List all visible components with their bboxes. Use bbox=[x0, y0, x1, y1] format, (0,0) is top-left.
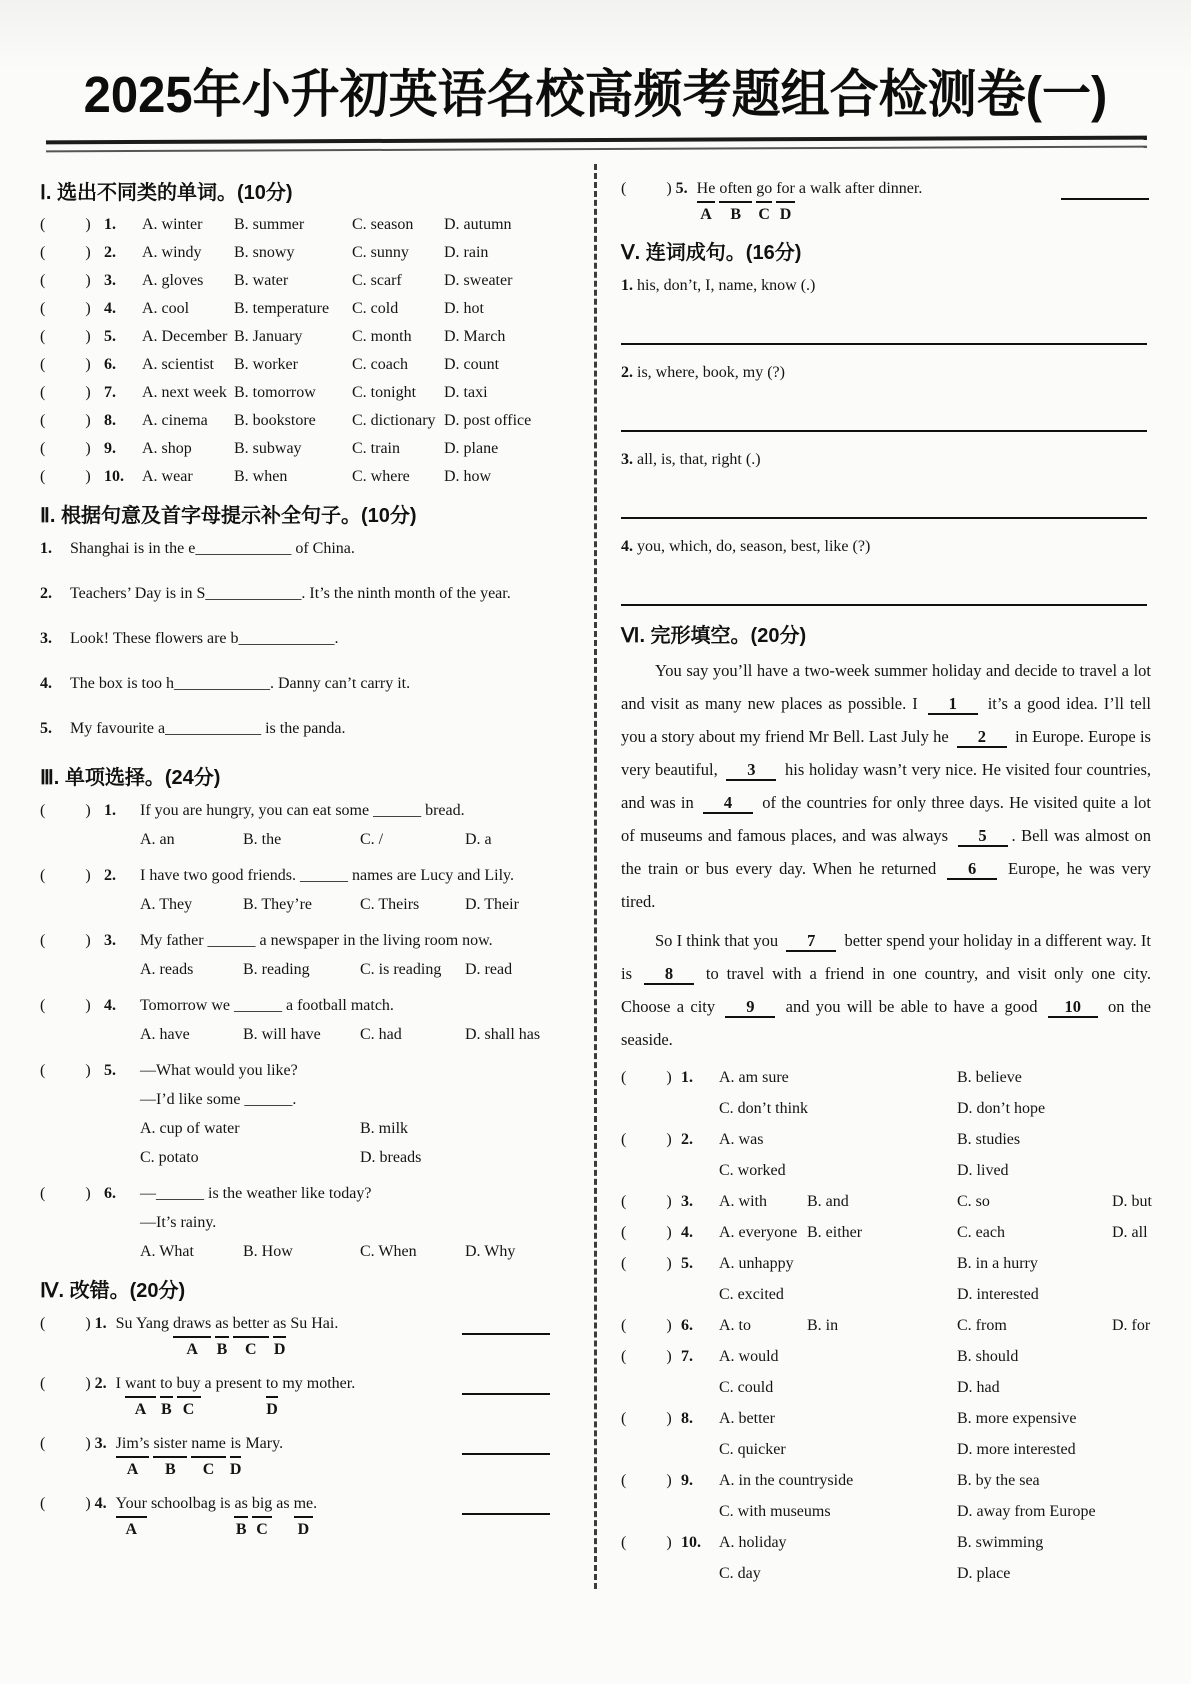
option-c[interactable]: C. season bbox=[352, 216, 414, 233]
answer-bracket[interactable]: ( ) bbox=[40, 328, 91, 345]
option-b[interactable]: B. swimming bbox=[957, 1534, 1044, 1551]
words-to-order: is, where, book, my (?) bbox=[637, 364, 785, 381]
correction-answer-line[interactable] bbox=[1061, 198, 1149, 200]
option-a[interactable]: A. cup of water bbox=[140, 1120, 240, 1137]
option-b[interactable]: B. How bbox=[243, 1243, 293, 1260]
option-c[interactable]: C. don’t think bbox=[719, 1100, 809, 1117]
option-b[interactable]: B. and bbox=[807, 1193, 849, 1210]
answer-bracket[interactable]: ( ) bbox=[621, 1534, 672, 1551]
option-c[interactable]: C. could bbox=[719, 1379, 774, 1396]
option-c[interactable]: C. / bbox=[360, 831, 384, 848]
fill-blank-sentence[interactable]: Teachers’ Day is in S____________. It’s the ninth month of the year. bbox=[70, 585, 511, 602]
option-a[interactable]: A. reads bbox=[140, 961, 194, 978]
option-row bbox=[140, 825, 552, 854]
fill-blank-item bbox=[40, 716, 552, 742]
error-correction-item bbox=[40, 1431, 552, 1481]
cloze-option-item bbox=[621, 1465, 1151, 1527]
title-divider bbox=[46, 136, 1147, 153]
answer-bracket[interactable]: ( ) bbox=[40, 468, 91, 485]
item-number: 3. bbox=[621, 451, 633, 468]
question-text: I have two good friends. ______ names are Lucy and Lily. bbox=[140, 867, 514, 884]
question-row bbox=[40, 861, 552, 890]
option-d[interactable]: D. count bbox=[444, 356, 500, 373]
fill-blank-item bbox=[40, 536, 552, 562]
option-c[interactable]: C. is reading bbox=[360, 961, 442, 978]
option-grid bbox=[719, 1217, 1151, 1248]
option-c[interactable]: C. sunny bbox=[352, 244, 409, 261]
item-number: 6. bbox=[681, 1317, 693, 1334]
answer-bracket[interactable]: ( ) bbox=[621, 1224, 672, 1241]
option-c[interactable]: C. had bbox=[360, 1026, 402, 1043]
option-c[interactable]: C. where bbox=[352, 468, 410, 485]
word-choice-row bbox=[40, 239, 552, 267]
word-choice-row bbox=[40, 407, 552, 435]
item-number: 3. bbox=[40, 630, 52, 647]
fill-blank-item bbox=[40, 581, 552, 607]
option-b[interactable]: B. studies bbox=[957, 1131, 1021, 1148]
fill-blank-sentence[interactable]: The box is too h____________. Danny can’t carry it. bbox=[70, 675, 411, 692]
option-a[interactable]: A. would bbox=[719, 1348, 779, 1365]
option-d[interactable]: D. interested bbox=[957, 1286, 1039, 1303]
answer-bracket[interactable]: ( ) bbox=[621, 180, 672, 197]
option-grid bbox=[719, 1310, 1151, 1341]
option-a[interactable]: A. next week bbox=[142, 384, 227, 401]
item-number: 2. bbox=[681, 1131, 693, 1148]
correction-answer-line[interactable] bbox=[462, 1453, 550, 1455]
section1-heading: Ⅰ. 选出不同类的单词。(10分) bbox=[40, 182, 293, 204]
error-correction-item-5 bbox=[621, 176, 1151, 226]
option-c[interactable]: C. coach bbox=[352, 356, 408, 373]
answer-bracket[interactable]: ( ) bbox=[40, 1185, 91, 1202]
option-d[interactable]: D. away from Europe bbox=[957, 1503, 1096, 1520]
answer-bracket[interactable]: ( ) bbox=[621, 1193, 672, 1210]
question-text: Tomorrow we ______ a football match. bbox=[140, 997, 394, 1014]
option-a[interactable]: A. with bbox=[719, 1193, 767, 1210]
option-b[interactable]: B. worker bbox=[234, 356, 298, 373]
option-c[interactable]: C. so bbox=[957, 1193, 990, 1210]
option-grid bbox=[719, 1124, 1151, 1186]
two-column-layout bbox=[0, 160, 1191, 1589]
item-number: 10. bbox=[104, 468, 124, 485]
cloze-option-item bbox=[621, 1310, 1151, 1341]
item-number: 1. bbox=[681, 1069, 693, 1086]
answer-bracket[interactable]: ( ) bbox=[40, 932, 91, 949]
item-number: 5. bbox=[104, 328, 116, 345]
answer-bracket[interactable]: ( ) bbox=[621, 1069, 672, 1086]
option-grid bbox=[719, 1403, 1151, 1465]
option-a[interactable]: A. wear bbox=[142, 468, 193, 485]
fill-blank-item bbox=[40, 626, 552, 652]
item-number: 2. bbox=[40, 585, 52, 602]
answer-line[interactable] bbox=[621, 430, 1147, 432]
option-b[interactable]: B. tomorrow bbox=[234, 384, 316, 401]
option-d[interactable]: D. sweater bbox=[444, 272, 513, 289]
sentence-ordering-item bbox=[621, 532, 1151, 606]
item-number: 2. bbox=[104, 244, 116, 261]
multiple-choice-item bbox=[40, 1179, 552, 1266]
multiple-choice-item bbox=[40, 1056, 552, 1172]
fill-blank-sentence[interactable]: My favourite a____________ is the panda. bbox=[70, 720, 346, 737]
word-choice-row bbox=[40, 351, 552, 379]
correction-answer-line[interactable] bbox=[462, 1393, 550, 1395]
sentence-ordering-item bbox=[621, 271, 1151, 345]
option-c[interactable]: C. quicker bbox=[719, 1441, 786, 1458]
answer-bracket[interactable]: ( ) bbox=[40, 244, 91, 261]
item-number: 5. bbox=[40, 720, 52, 737]
cloze-paragraph-2: So I think that you 7 better spend your holiday in a different way. It is 8 to travel with a friend in one country, and visit only one city. Choose a city 9 and you will be able to have a good 10 on the seaside. bbox=[621, 931, 1151, 1049]
item-number: 4. bbox=[681, 1224, 693, 1241]
fill-blank-sentence[interactable]: Shanghai is in the e____________ of China. bbox=[70, 540, 355, 557]
option-b[interactable]: B. bookstore bbox=[234, 412, 316, 429]
answer-bracket[interactable]: ( ) bbox=[621, 1410, 672, 1427]
option-b[interactable]: B. They’re bbox=[243, 896, 313, 913]
question-text: —______ is the weather like today? bbox=[140, 1185, 372, 1202]
answer-bracket[interactable]: ( ) bbox=[621, 1348, 672, 1365]
word-list bbox=[621, 445, 1151, 474]
section4-list bbox=[40, 1311, 552, 1541]
option-grid bbox=[719, 1186, 1152, 1217]
item-number: 1. bbox=[621, 277, 633, 294]
cloze-option-item bbox=[621, 1527, 1151, 1589]
word-list bbox=[621, 271, 1151, 300]
words-to-order: you, which, do, season, best, like (?) bbox=[637, 538, 871, 555]
option-b[interactable]: B. more expensive bbox=[957, 1410, 1077, 1427]
option-b[interactable]: B. reading bbox=[243, 961, 310, 978]
option-c[interactable]: C. dictionary bbox=[352, 412, 436, 429]
answer-bracket[interactable]: ( ) bbox=[621, 1317, 672, 1334]
option-grid bbox=[719, 1341, 1151, 1403]
option-d[interactable]: D. how bbox=[444, 468, 492, 485]
option-c[interactable]: C. cold bbox=[352, 300, 399, 317]
option-b[interactable]: B. snowy bbox=[234, 244, 295, 261]
answer-line[interactable] bbox=[621, 517, 1147, 519]
option-a[interactable]: A. cinema bbox=[142, 412, 208, 429]
answer-bracket[interactable]: ( ) bbox=[40, 300, 91, 317]
option-d[interactable]: D. breads bbox=[360, 1149, 422, 1166]
word-choice-row bbox=[40, 323, 552, 351]
word-choice-row bbox=[40, 211, 552, 239]
section3-heading: Ⅲ. 单项选择。(24分) bbox=[40, 767, 221, 789]
option-c[interactable]: C. each bbox=[957, 1224, 1005, 1241]
multiple-choice-item bbox=[40, 991, 552, 1049]
option-a[interactable]: A. What bbox=[140, 1243, 194, 1260]
option-b[interactable]: B. water bbox=[234, 272, 289, 289]
option-d[interactable]: D. don’t hope bbox=[957, 1100, 1046, 1117]
option-a[interactable]: A. scientist bbox=[142, 356, 214, 373]
section6-heading: Ⅵ. 完形填空。(20分) bbox=[621, 625, 807, 647]
option-a[interactable]: A. holiday bbox=[719, 1534, 787, 1551]
option-a[interactable]: A. shop bbox=[142, 440, 192, 457]
item-number: 3. bbox=[681, 1193, 693, 1210]
answer-bracket[interactable]: ( ) bbox=[40, 356, 91, 373]
multiple-choice-item bbox=[40, 926, 552, 984]
cloze-option-item bbox=[621, 1403, 1151, 1465]
item-number: 2. bbox=[104, 867, 116, 884]
sentence-with-underlines: Your A schoolbag is $\frac{as}{B}$ big C as $\frac{me}{D}$ . bbox=[116, 1495, 317, 1512]
option-c[interactable]: C. train bbox=[352, 440, 400, 457]
item-number: 4. bbox=[40, 675, 52, 692]
option-a[interactable]: A. windy bbox=[142, 244, 202, 261]
option-a[interactable]: A. gloves bbox=[142, 272, 204, 289]
option-row bbox=[140, 1020, 552, 1049]
sentence-with-underlines: I want A $\frac{to}{B}$ buy C a present $\frac{to}{D}$ my mother. bbox=[116, 1375, 356, 1392]
section2-list bbox=[40, 536, 552, 742]
option-c[interactable]: C. When bbox=[360, 1243, 417, 1260]
option-a[interactable]: A. cool bbox=[142, 300, 190, 317]
option-c[interactable]: C. tonight bbox=[352, 384, 417, 401]
option-a[interactable]: A. an bbox=[140, 831, 175, 848]
item-number: 1. bbox=[104, 802, 116, 819]
item-number: 6. bbox=[104, 356, 116, 373]
option-b[interactable]: B. in bbox=[807, 1317, 839, 1334]
cloze-option-item bbox=[621, 1341, 1151, 1403]
option-grid bbox=[719, 1527, 1151, 1589]
section3-list bbox=[40, 796, 552, 1266]
item-number: 4. bbox=[94, 1495, 107, 1512]
option-c[interactable]: C. month bbox=[352, 328, 412, 345]
error-correction-item bbox=[40, 1311, 552, 1361]
option-a[interactable]: A. They bbox=[140, 896, 193, 913]
option-b[interactable]: B. when bbox=[234, 468, 288, 485]
option-grid bbox=[719, 1465, 1151, 1527]
option-a[interactable]: A. to bbox=[719, 1317, 751, 1334]
item-number: 1. bbox=[94, 1315, 107, 1332]
word-choice-row bbox=[40, 295, 552, 323]
answer-bracket[interactable]: ( ) bbox=[40, 272, 91, 289]
question-row bbox=[40, 796, 552, 825]
question-text: —What would you like? bbox=[140, 1062, 298, 1079]
item-number: 4. bbox=[104, 997, 116, 1014]
item-number: 1. bbox=[40, 540, 52, 557]
option-c[interactable]: C. potato bbox=[140, 1149, 199, 1166]
item-number: 8. bbox=[681, 1410, 693, 1427]
item-number: 9. bbox=[681, 1472, 693, 1489]
answer-line[interactable] bbox=[621, 604, 1147, 606]
option-a[interactable]: A. winter bbox=[142, 216, 203, 233]
fill-blank-sentence[interactable]: Look! These flowers are b____________. bbox=[70, 630, 339, 647]
question-row bbox=[40, 991, 552, 1020]
option-c[interactable]: C. scarf bbox=[352, 272, 402, 289]
option-d[interactable]: D. for bbox=[1112, 1317, 1151, 1334]
option-b[interactable]: B. will have bbox=[243, 1026, 321, 1043]
option-row bbox=[140, 890, 552, 919]
option-d[interactable]: D. shall has bbox=[465, 1026, 541, 1043]
question-text: If you are hungry, you can eat some ______ bread. bbox=[140, 802, 465, 819]
item-number: 10. bbox=[681, 1534, 701, 1551]
option-d[interactable]: D. lived bbox=[957, 1162, 1009, 1179]
item-number: 2. bbox=[94, 1375, 107, 1392]
answer-bracket[interactable]: ( ) bbox=[40, 1495, 91, 1512]
sentence-ordering-item bbox=[621, 445, 1151, 519]
error-correction-item bbox=[40, 1371, 552, 1421]
option-a[interactable]: A. have bbox=[140, 1026, 190, 1043]
answer-bracket[interactable]: ( ) bbox=[40, 440, 91, 457]
option-d[interactable]: D. had bbox=[957, 1379, 1000, 1396]
item-number: 7. bbox=[104, 384, 116, 401]
question-text-line2: —I’d like some ______. bbox=[140, 1091, 297, 1108]
answer-bracket[interactable]: ( ) bbox=[40, 867, 91, 884]
cloze-option-item bbox=[621, 1248, 1151, 1310]
item-number: 5. bbox=[681, 1255, 693, 1272]
option-b[interactable]: B. milk bbox=[360, 1120, 409, 1137]
option-b[interactable]: B. January bbox=[234, 328, 303, 345]
cloze-paragraph-1: You say you’ll have a two-week summer holiday and decide to travel a lot and visit as many new places as possible. I 1 it’s a good idea. I’ll tell you a story about my friend Mr Bell. Last July he 2 in Europe. Europe is very beautiful, 3 his holiday wasn’t very nice. He visited four countries, and was in 4 of the countries for only three days. He visited quite a lot of museums and famous places, and was always 5 . Bell was almost on the train or bus every day. When he returned 6 Europe, he was very tired. bbox=[621, 661, 1151, 911]
answer-bracket[interactable]: ( ) bbox=[40, 1062, 91, 1079]
answer-bracket[interactable]: ( ) bbox=[40, 384, 91, 401]
option-grid bbox=[719, 1248, 1151, 1310]
answer-bracket[interactable]: ( ) bbox=[40, 412, 91, 429]
answer-bracket[interactable]: ( ) bbox=[40, 802, 91, 819]
option-b[interactable]: B. by the sea bbox=[957, 1472, 1040, 1489]
option-d[interactable]: D. place bbox=[957, 1565, 1011, 1582]
item-number: 4. bbox=[621, 538, 633, 555]
option-a[interactable]: A. December bbox=[142, 328, 228, 345]
option-c[interactable]: C. excited bbox=[719, 1286, 784, 1303]
option-d[interactable]: D. Why bbox=[465, 1243, 516, 1260]
answer-bracket[interactable]: ( ) bbox=[621, 1255, 672, 1272]
answer-bracket[interactable]: ( ) bbox=[621, 1131, 672, 1148]
question-text-line2: —It’s rainy. bbox=[140, 1214, 217, 1231]
sentence-with-underlines: Su Yang draws A $\frac{as}{B}$ better C $\frac{as}{D}$ Su Hai. bbox=[116, 1315, 339, 1332]
correction-answer-line[interactable] bbox=[462, 1333, 550, 1335]
item-number: 4. bbox=[104, 300, 116, 317]
option-d[interactable]: D. all bbox=[1112, 1224, 1148, 1241]
words-to-order: all, is, that, right (.) bbox=[637, 451, 761, 468]
question-row bbox=[40, 926, 552, 955]
option-grid bbox=[719, 1062, 1151, 1124]
section4-heading: Ⅳ. 改错。(20分) bbox=[40, 1280, 186, 1302]
answer-bracket[interactable]: ( ) bbox=[40, 1375, 91, 1392]
words-to-order: his, don’t, I, name, know (.) bbox=[637, 277, 816, 294]
section2-heading: Ⅱ. 根据句意及首字母提示补全句子。(10分) bbox=[40, 505, 417, 527]
section5-list bbox=[621, 271, 1151, 606]
option-c[interactable]: C. with museums bbox=[719, 1503, 831, 1520]
option-row bbox=[140, 1237, 552, 1266]
option-d[interactable]: D. but bbox=[1112, 1193, 1152, 1210]
question-row bbox=[40, 1056, 552, 1085]
word-list bbox=[621, 532, 1151, 561]
answer-bracket[interactable]: ( ) bbox=[40, 997, 91, 1014]
multiple-choice-item bbox=[40, 796, 552, 854]
error-correction-item bbox=[40, 1491, 552, 1541]
item-number: 5. bbox=[104, 1062, 116, 1079]
item-number: 3. bbox=[104, 932, 116, 949]
cloze-option-item bbox=[621, 1217, 1151, 1248]
option-b[interactable]: B. temperature bbox=[234, 300, 330, 317]
option-c[interactable]: C. day bbox=[719, 1565, 761, 1582]
item-number: 1. bbox=[104, 216, 116, 233]
option-d[interactable]: D. a bbox=[465, 831, 492, 848]
option-c[interactable]: C. from bbox=[957, 1317, 1007, 1334]
word-choice-row bbox=[40, 463, 552, 491]
item-number: 2. bbox=[621, 364, 633, 381]
sentence-with-underlines: Jim’s A sister B name C $\frac{is}{D}$ Mary. bbox=[116, 1435, 283, 1452]
cloze-option-item bbox=[621, 1186, 1151, 1217]
item-number: 3. bbox=[94, 1435, 107, 1452]
option-d[interactable]: D. autumn bbox=[444, 216, 512, 233]
option-d[interactable]: D. taxi bbox=[444, 384, 488, 401]
section5-heading: Ⅴ. 连词成句。(16分) bbox=[621, 242, 802, 264]
fill-blank-item bbox=[40, 671, 552, 697]
answer-bracket[interactable]: ( ) bbox=[40, 1435, 91, 1452]
word-choice-row bbox=[40, 435, 552, 463]
item-number: 6. bbox=[104, 1185, 116, 1202]
option-b[interactable]: B. summer bbox=[234, 216, 305, 233]
option-d[interactable]: D. March bbox=[444, 328, 506, 345]
item-number: 9. bbox=[104, 440, 116, 457]
option-a[interactable]: A. was bbox=[719, 1131, 764, 1148]
option-b[interactable]: B. the bbox=[243, 831, 282, 848]
section1-list bbox=[40, 211, 552, 491]
right-column bbox=[597, 160, 1151, 1589]
word-list bbox=[621, 358, 1151, 387]
option-d[interactable]: D. post office bbox=[444, 412, 532, 429]
answer-bracket[interactable]: ( ) bbox=[621, 1472, 672, 1489]
word-choice-row bbox=[40, 267, 552, 295]
option-c[interactable]: C. Theirs bbox=[360, 896, 420, 913]
option-a[interactable]: A. in the countryside bbox=[719, 1472, 854, 1489]
answer-bracket[interactable]: ( ) bbox=[40, 1315, 91, 1332]
option-a[interactable]: A. better bbox=[719, 1410, 775, 1427]
option-b[interactable]: B. believe bbox=[957, 1069, 1022, 1086]
option-d[interactable]: D. read bbox=[465, 961, 513, 978]
option-a[interactable]: A. everyone bbox=[719, 1224, 798, 1241]
left-column bbox=[40, 160, 552, 1589]
question-text: My father ______ a newspaper in the living room now. bbox=[140, 932, 493, 949]
option-d[interactable]: D. more interested bbox=[957, 1441, 1076, 1458]
answer-bracket[interactable]: ( ) bbox=[40, 216, 91, 233]
option-d[interactable]: D. rain bbox=[444, 244, 489, 261]
option-b[interactable]: B. either bbox=[807, 1224, 863, 1241]
cloze-option-item bbox=[621, 1062, 1151, 1124]
option-a[interactable]: A. am sure bbox=[719, 1069, 789, 1086]
option-row bbox=[140, 1114, 552, 1172]
option-d[interactable]: D. Their bbox=[465, 896, 519, 913]
question-row bbox=[40, 1179, 552, 1208]
item-number: 3. bbox=[104, 272, 116, 289]
sentence-with-underlines: $\frac{He}{A}$ often B $\frac{go}{C}$ for D a walk after dinner. bbox=[697, 180, 923, 197]
item-number: 7. bbox=[681, 1348, 693, 1365]
item-number: 5. bbox=[675, 180, 688, 197]
cloze-options-list bbox=[621, 1062, 1151, 1589]
option-b[interactable]: B. subway bbox=[234, 440, 302, 457]
option-d[interactable]: D. hot bbox=[444, 300, 484, 317]
sentence-ordering-item bbox=[621, 358, 1151, 432]
item-number: 8. bbox=[104, 412, 116, 429]
cloze-option-item bbox=[621, 1124, 1151, 1186]
page-title: 2025年小升初英语名校高频考题组合检测卷(一) bbox=[83, 66, 1108, 124]
multiple-choice-item bbox=[40, 861, 552, 919]
correction-answer-line[interactable] bbox=[462, 1513, 550, 1515]
option-b[interactable]: B. in a hurry bbox=[957, 1255, 1038, 1272]
option-row bbox=[140, 955, 552, 984]
option-a[interactable]: A. unhappy bbox=[719, 1255, 794, 1272]
answer-line[interactable] bbox=[621, 343, 1147, 345]
option-b[interactable]: B. should bbox=[957, 1348, 1019, 1365]
option-c[interactable]: C. worked bbox=[719, 1162, 786, 1179]
word-choice-row bbox=[40, 379, 552, 407]
option-d[interactable]: D. plane bbox=[444, 440, 499, 457]
